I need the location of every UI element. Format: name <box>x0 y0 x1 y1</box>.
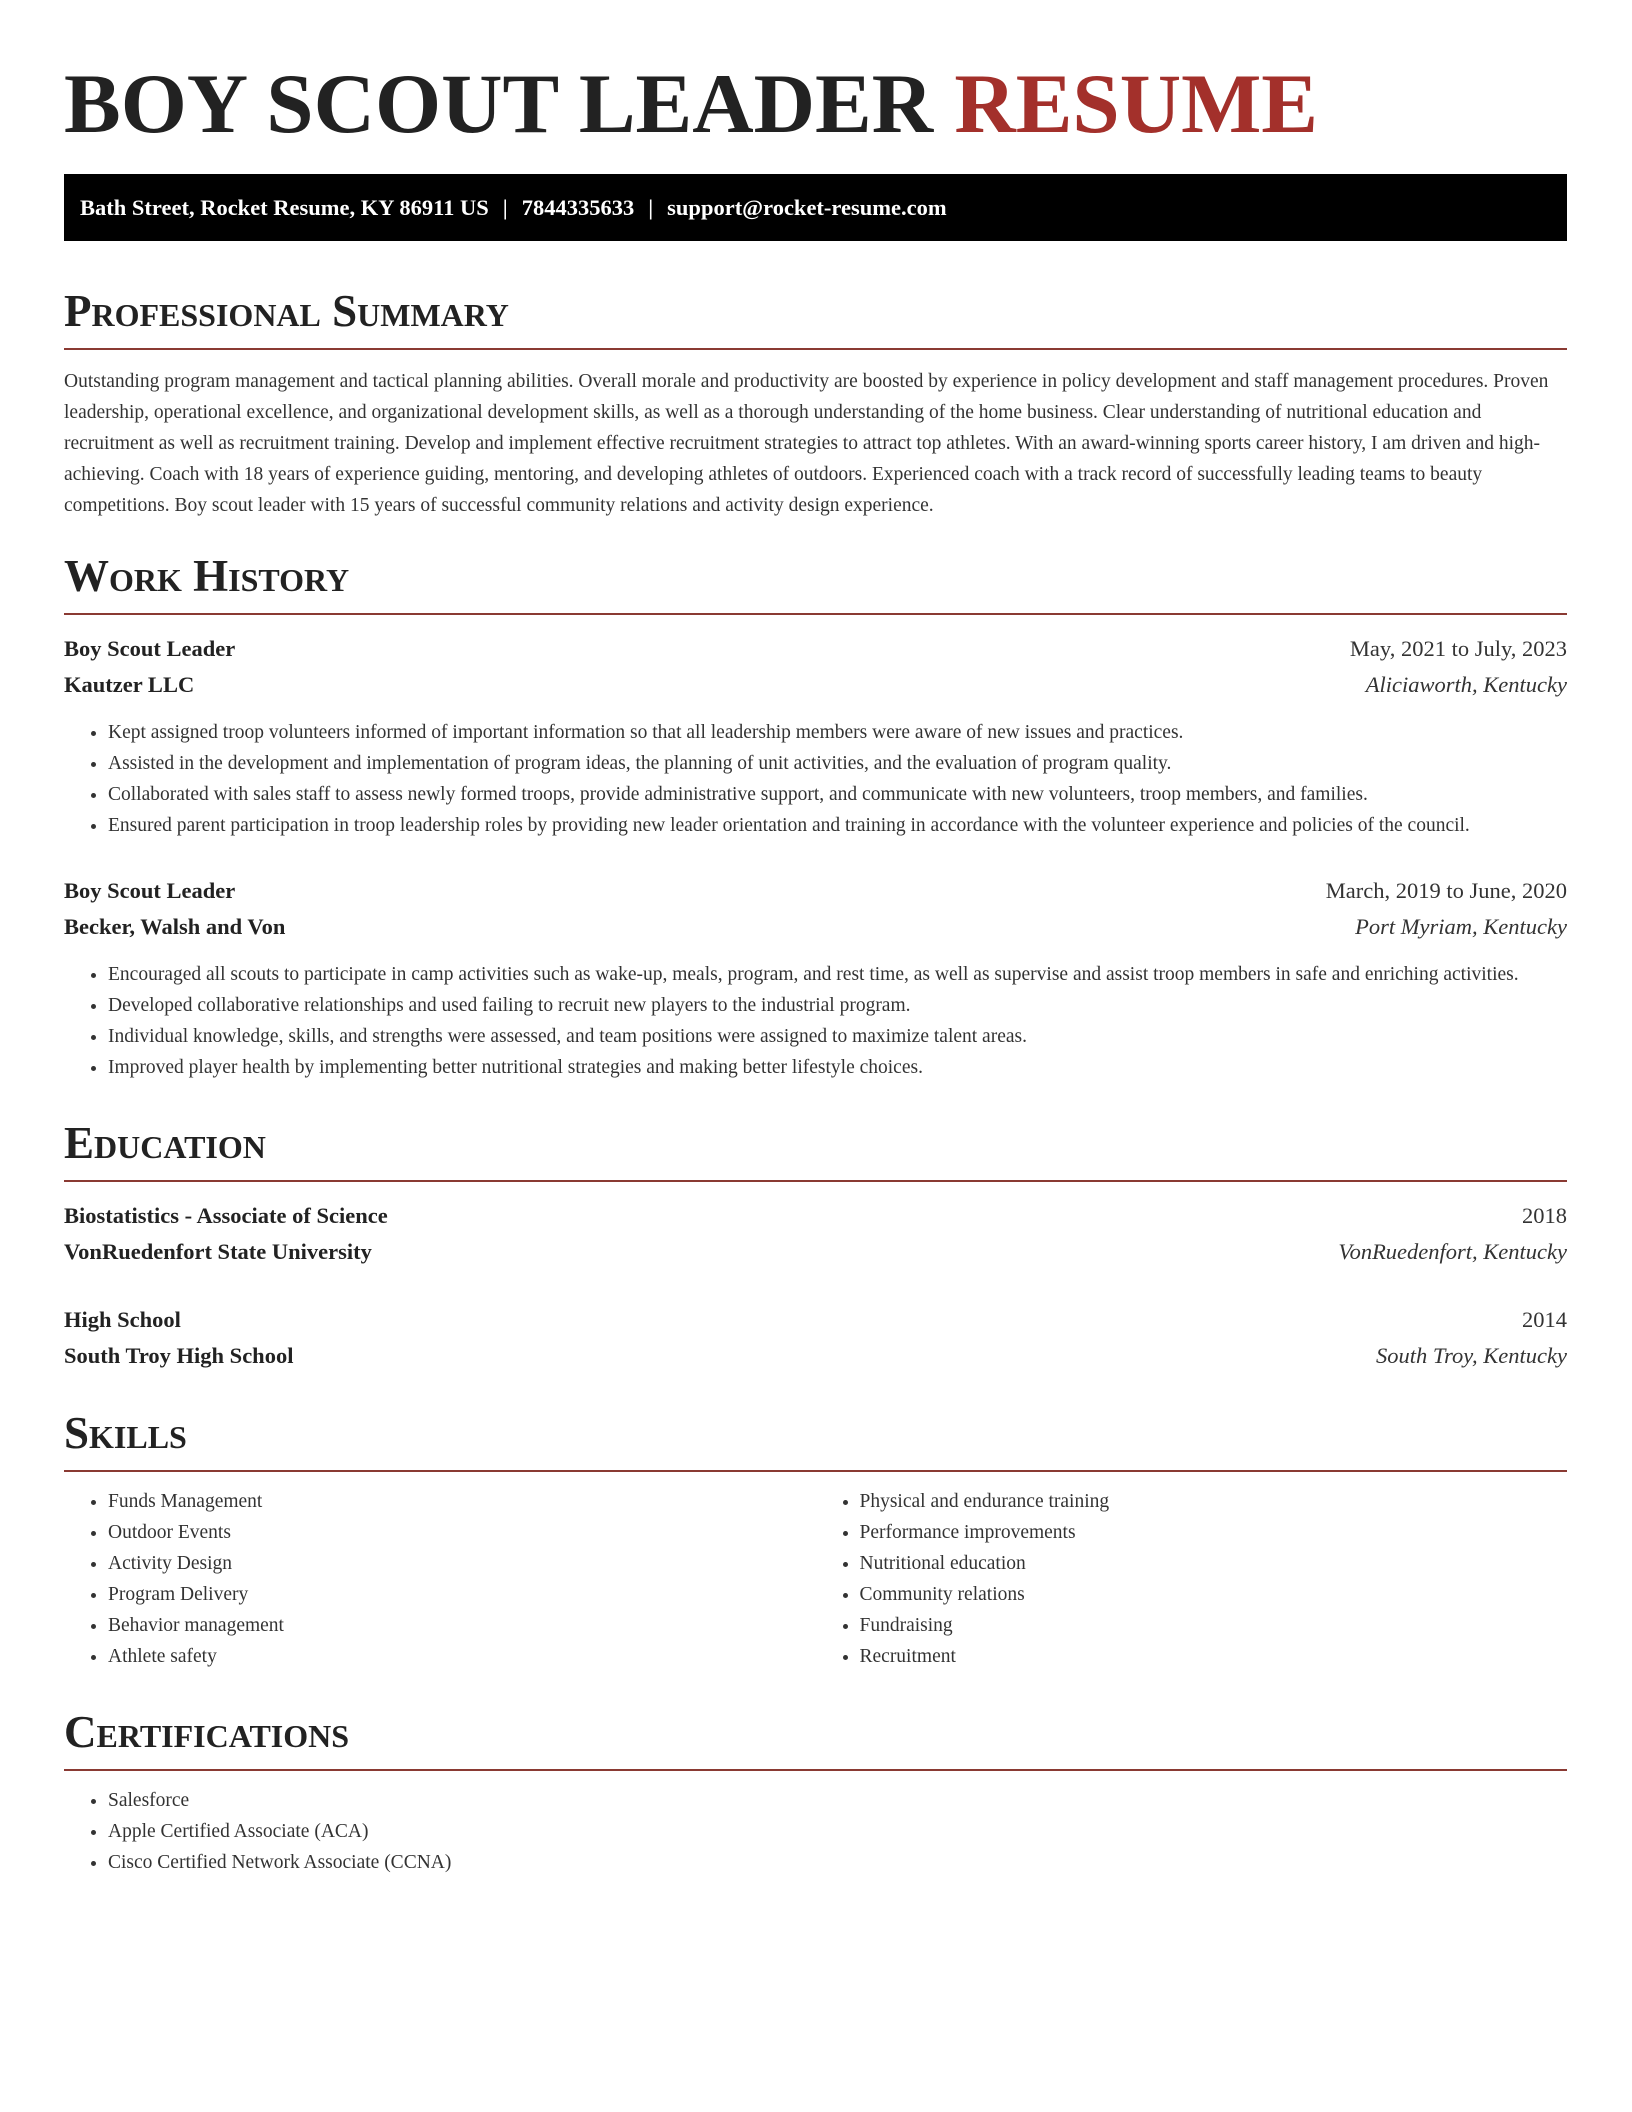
job-title: Boy Scout Leader <box>64 636 236 661</box>
skill-item: • Performance improvements <box>860 1517 1568 1548</box>
job-dates: March, 2019 to June, 2020 <box>1325 878 1567 903</box>
job-title: Boy Scout Leader <box>64 878 236 903</box>
education-school: VonRuedenfort State University <box>64 1239 372 1264</box>
education-year: 2014 <box>1522 1307 1567 1332</box>
job-header-row <box>64 631 1567 667</box>
skill-item: • Physical and endurance training <box>860 1486 1568 1517</box>
job-bullet: • Kept assigned troop volunteers informed of important information so that all leadership members were aware of new issues and practices. <box>108 717 1567 748</box>
skills-heading: Skills <box>64 1406 1567 1472</box>
education-entry <box>64 1302 1567 1374</box>
skill-item: • Behavior management <box>108 1610 816 1641</box>
contact-separator: | <box>648 195 654 220</box>
job-company: Kautzer LLC <box>64 672 195 697</box>
work-history-heading: Work History <box>64 549 1567 615</box>
job-bullets <box>64 717 1567 841</box>
education-school: South Troy High School <box>64 1343 294 1368</box>
skills-grid <box>64 1486 1567 1672</box>
job-location: Port Myriam, Kentucky <box>1355 914 1567 939</box>
education-location: VonRuedenfort, Kentucky <box>1338 1239 1567 1264</box>
skills-list-left <box>64 1486 816 1672</box>
skills-list-right <box>816 1486 1568 1672</box>
job-location: Aliciaworth, Kentucky <box>1365 672 1567 697</box>
job-company-row <box>64 909 1567 945</box>
education-degree: High School <box>64 1307 181 1332</box>
contact-bar <box>64 174 1567 241</box>
contact-phone[interactable]: 7844335633 <box>521 195 635 220</box>
contact-separator: | <box>502 195 508 220</box>
contact-address: Bath Street, Rocket Resume, KY 86911 US <box>80 195 489 220</box>
skill-item: • Program Delivery <box>108 1579 816 1610</box>
title-main: BOY SCOUT LEADER <box>64 57 934 151</box>
job-entry <box>64 873 1567 1083</box>
skill-item: • Athlete safety <box>108 1641 816 1672</box>
job-bullet: • Encouraged all scouts to participate in camp activities such as wake-up, meals, program, and rest time, as well as supervise and assist troop members in safe and enriching activities. <box>108 959 1567 990</box>
education-year: 2018 <box>1522 1203 1567 1228</box>
education-entry <box>64 1198 1567 1270</box>
skill-item: • Nutritional education <box>860 1548 1568 1579</box>
education-school-row <box>64 1234 1567 1270</box>
certification-item: • Cisco Certified Network Associate (CCNA) <box>108 1847 1567 1878</box>
summary-heading: Professional Summary <box>64 284 1567 350</box>
job-bullet: • Assisted in the development and implementation of program ideas, the planning of unit activities, and the evaluation of program quality. <box>108 748 1567 779</box>
job-bullet: • Individual knowledge, skills, and strengths were assessed, and team positions were assigned to maximize talent areas. <box>108 1021 1567 1052</box>
job-company-row <box>64 667 1567 703</box>
job-entry <box>64 631 1567 841</box>
job-company: Becker, Walsh and Von <box>64 914 286 939</box>
education-degree-row <box>64 1198 1567 1234</box>
education-school-row <box>64 1338 1567 1374</box>
skill-item: • Community relations <box>860 1579 1568 1610</box>
education-degree: Biostatistics - Associate of Science <box>64 1203 388 1228</box>
skill-item: • Funds Management <box>108 1486 816 1517</box>
summary-text: Outstanding program management and tactical planning abilities. Overall morale and productivity are boosted by experience in policy development and staff management procedures. Proven leadership, operational excellence, and organizational development skills, as well as a thorough understanding of the home business. Clear understanding of nutritional education and recruitment as well as recruitment training. Develop and implement effective recruitment strategies to attract top athletes. With an award-winning sports career history, I am driven and high-achieving. Coach with 18 years of experience guiding, mentoring, and developing athletes of outdoors. Experienced coach with a track record of successfully leading teams to beauty competitions. Boy scout leader with 15 years of successful community relations and activity design experience. <box>64 371 1549 516</box>
job-bullets <box>64 959 1567 1083</box>
job-header-row <box>64 873 1567 909</box>
contact-email[interactable]: support@rocket-resume.com <box>667 195 947 220</box>
certification-item: • Salesforce <box>108 1785 1567 1816</box>
certification-item: • Apple Certified Associate (ACA) <box>108 1816 1567 1847</box>
title-accent: RESUME <box>954 57 1319 151</box>
skill-item: • Fundraising <box>860 1610 1568 1641</box>
job-bullet: • Collaborated with sales staff to assess newly formed troops, provide administrative support, and communicate with new volunteers, troop members, and families. <box>108 779 1567 810</box>
education-location: South Troy, Kentucky <box>1375 1343 1567 1368</box>
skill-item: • Recruitment <box>860 1641 1568 1672</box>
job-dates: May, 2021 to July, 2023 <box>1349 636 1567 661</box>
education-degree-row <box>64 1302 1567 1338</box>
certifications-heading: Certifications <box>64 1705 1567 1771</box>
education-heading: Education <box>64 1116 1567 1182</box>
certifications-list <box>64 1785 1567 1878</box>
resume-page <box>64 0 1567 1878</box>
skill-item: • Outdoor Events <box>108 1517 816 1548</box>
job-bullet: • Ensured parent participation in troop leadership roles by providing new leader orientation and training in accordance with the volunteer experience and policies of the council. <box>108 810 1567 841</box>
job-bullet: • Developed collaborative relationships and used failing to recruit new players to the industrial program. <box>108 990 1567 1021</box>
resume-title <box>64 52 1567 156</box>
job-bullet: • Improved player health by implementing better nutritional strategies and making better lifestyle choices. <box>108 1052 1567 1083</box>
skill-item: • Activity Design <box>108 1548 816 1579</box>
